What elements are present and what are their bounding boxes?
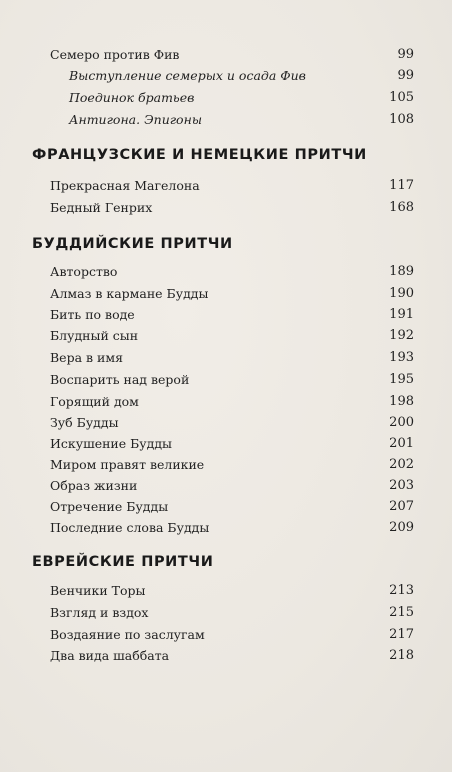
toc-entry-page: 189 bbox=[389, 264, 414, 279]
toc-entry-title: Алмаз в кармане Будды bbox=[50, 286, 209, 301]
toc-entry-title: Отречение Будды bbox=[50, 499, 169, 514]
toc-entry-title: Искушение Будды bbox=[50, 436, 173, 451]
toc-entry bbox=[50, 326, 414, 346]
toc-entry-page: 191 bbox=[389, 307, 414, 322]
toc-entry-title: Семеро против Фив bbox=[50, 47, 180, 62]
toc-entry-page: 200 bbox=[389, 415, 414, 430]
toc-entry-title: Зуб Будды bbox=[50, 415, 119, 430]
toc-entry bbox=[50, 176, 414, 196]
toc-entry-page: 99 bbox=[397, 68, 414, 83]
toc-entry-page: 202 bbox=[389, 457, 414, 472]
toc-entry bbox=[50, 581, 414, 601]
toc-entry bbox=[50, 455, 414, 475]
toc-entry-title: Взгляд и вздох bbox=[50, 605, 149, 620]
toc-entry-title: Бить по воде bbox=[50, 307, 135, 322]
toc-subentry bbox=[69, 66, 414, 86]
toc-entry bbox=[50, 370, 414, 390]
toc-entry-title: Вера в имя bbox=[50, 350, 123, 365]
toc-entry bbox=[50, 45, 414, 65]
toc-entry bbox=[50, 603, 414, 623]
toc-entry-title: Воспарить над верой bbox=[50, 372, 190, 387]
toc-entry-page: 218 bbox=[389, 648, 414, 663]
toc-entry bbox=[50, 476, 414, 496]
toc-entry bbox=[50, 305, 414, 325]
section-heading: ФРАНЦУЗСКИЕ И НЕМЕЦКИЕ ПРИТЧИ bbox=[32, 147, 367, 163]
toc-entry bbox=[50, 434, 414, 454]
toc-subentry bbox=[69, 88, 414, 108]
section-heading: ЕВРЕЙСКИЕ ПРИТЧИ bbox=[32, 554, 214, 570]
toc-entry-title: Венчики Торы bbox=[50, 583, 146, 598]
toc-entry-title: Два вида шаббата bbox=[50, 648, 170, 663]
toc-entry-title: Образ жизни bbox=[50, 478, 138, 493]
toc-entry bbox=[50, 497, 414, 517]
toc-entry-title: Горящий дом bbox=[50, 394, 139, 409]
toc-entry-page: 195 bbox=[389, 372, 414, 387]
toc-entry-title: Последние слова Будды bbox=[50, 520, 210, 535]
toc-entry-page: 201 bbox=[389, 436, 414, 451]
toc-entry bbox=[50, 348, 414, 368]
toc-entry-page: 198 bbox=[389, 394, 414, 409]
toc-entry-page: 99 bbox=[397, 47, 414, 62]
toc-entry-title: Выступление семерых и осада Фив bbox=[69, 68, 306, 83]
toc-entry-title: Блудный сын bbox=[50, 328, 139, 343]
toc-entry-title: Воздаяние по заслугам bbox=[50, 627, 205, 642]
toc-entry-title: Авторство bbox=[50, 264, 118, 279]
toc-entry bbox=[50, 518, 414, 538]
toc-entry-page: 168 bbox=[389, 200, 414, 215]
toc-entry bbox=[50, 413, 414, 433]
toc-entry bbox=[50, 392, 414, 412]
toc-entry-page: 213 bbox=[389, 583, 414, 598]
toc-entry-title: Прекрасная Магелона bbox=[50, 178, 200, 193]
toc-entry-page: 105 bbox=[389, 90, 414, 105]
toc-entry-title: Бедный Генрих bbox=[50, 200, 153, 215]
toc-entry-title: Миром правят великие bbox=[50, 457, 205, 472]
toc-entry-title: Поединок братьев bbox=[69, 90, 195, 105]
toc-entry-page: 192 bbox=[389, 328, 414, 343]
toc-entry-title: Антигона. Эпигоны bbox=[69, 112, 203, 127]
toc-entry-page: 215 bbox=[389, 605, 414, 620]
toc-entry-page: 193 bbox=[389, 350, 414, 365]
toc-entry-page: 209 bbox=[389, 520, 414, 535]
toc-entry-page: 207 bbox=[389, 499, 414, 514]
toc-entry bbox=[50, 198, 414, 218]
toc-entry-page: 117 bbox=[389, 178, 414, 193]
toc-entry-page: 190 bbox=[389, 286, 414, 301]
toc-entry-page: 108 bbox=[389, 112, 414, 127]
toc-entry-page: 217 bbox=[389, 627, 414, 642]
toc-entry bbox=[50, 646, 414, 666]
toc-entry-page: 203 bbox=[389, 478, 414, 493]
toc-entry bbox=[50, 262, 414, 282]
toc-entry bbox=[50, 625, 414, 645]
section-heading: БУДДИЙСКИЕ ПРИТЧИ bbox=[32, 236, 233, 252]
toc-subentry bbox=[69, 110, 414, 130]
toc-entry bbox=[50, 284, 414, 304]
